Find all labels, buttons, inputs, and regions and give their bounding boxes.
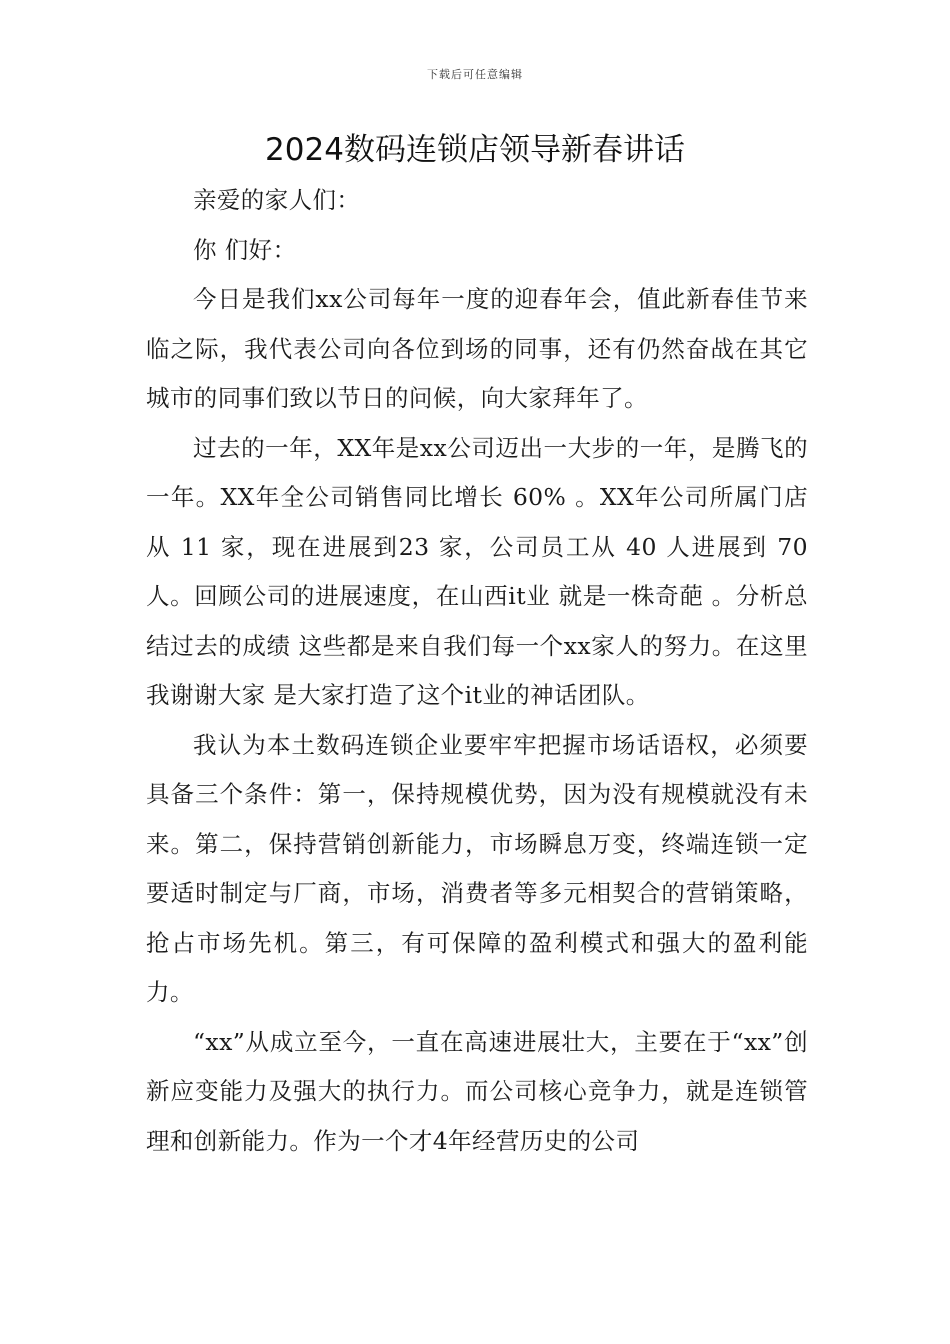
paragraph: 过去的一年，XX年是xx公司迈出一大步的一年，是腾飞的一年。XX年全公司销售同比增长 60% 。XX年公司所属门店从 11 家，现在进展到23 家，公司员工从 40 人进展到 70 人。回顾公司的进展速度，在山西it业 就是一株奇葩 。分析总结过去的成绩 这些都是来自我们每一个xx家人的努力。在这里 我谢谢大家 是大家打造了这个it业的神话团队。	[146, 433, 808, 709]
paragraph: 我认为本土数码连锁企业要牢牢把握市场话语权，必须要具备三个条件：第一，保持规模优势，因为没有规模就没有未来。第二，保持营销创新能力，市场瞬息万变，终端连锁一定要适时制定与厂商，市场，消费者等多元相契合的营销策略，抢占市场先机。第三，有可保障的盈利模式和强大的盈利能力。	[146, 730, 808, 1006]
document-body	[146, 176, 808, 1166]
paragraph-greeting: 亲爱的家人们：	[193, 186, 361, 214]
paragraph: 今日是我们xx公司每年一度的迎春年会，值此新春佳节来临之际，我代表公司向各位到场的同事，还有仍然奋战在其它城市的同事们致以节日的问候，向大家拜年了。	[146, 285, 808, 412]
paragraph: “xx”从成立至今，一直在高速进展壮大，主要在于“xx”创新应变能力及强大的执行力。而公司核心竞争力，就是连锁管理和创新能力。作为一个才4年经营历史的公司	[146, 1027, 808, 1155]
header-note: 下载后可任意编辑	[427, 68, 523, 81]
paragraph-salutation: 你 们好：	[193, 235, 297, 264]
document-title: 2024数码连锁店领导新春讲话	[265, 132, 685, 168]
